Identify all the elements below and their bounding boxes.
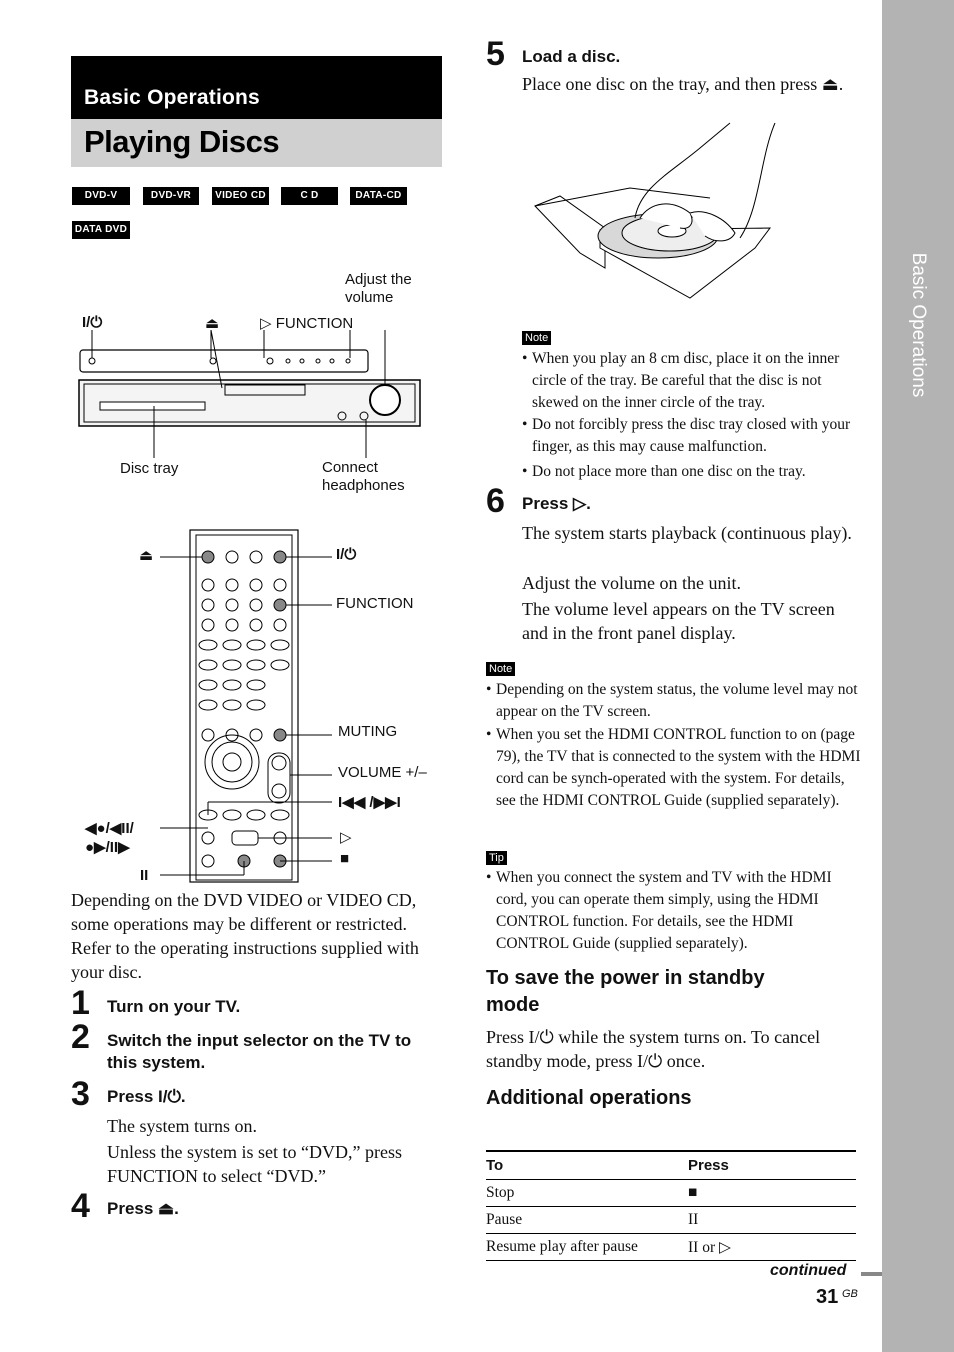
continued-bar: [861, 1272, 882, 1276]
remote-muting-label: MUTING: [338, 723, 398, 740]
remote-power-label: I/⏻: [336, 546, 357, 563]
side-tab: [882, 0, 954, 1352]
step-6-text-1: The system starts playback (continuous play).: [522, 523, 852, 543]
step-6-heading: Press ▷.: [522, 494, 591, 513]
remote-play-label: ▷: [340, 829, 352, 846]
note-1-item-1: When you play an 8 cm disc, place it on the inner circle of the tray. Be careful that the disc is not skewed on the inner circle of the tray.: [532, 350, 840, 411]
step-6-text-3: The volume level appears on the TV screen and in the front panel display.: [522, 599, 835, 643]
page-number: 31: [816, 1286, 839, 1308]
tip-badge: Tip: [486, 851, 507, 865]
remote-stop-label: ■: [340, 850, 350, 867]
page-title-bar: [71, 119, 442, 167]
label-adjust-volume-2: volume: [345, 289, 394, 306]
step-1-number: 1: [71, 984, 90, 1022]
side-tab-label: Basic Operations: [908, 252, 929, 398]
step-4-heading: Press ⏏.: [107, 1199, 179, 1218]
note-1-item-2: Do not forcibly press the disc tray closed with your finger, as this may cause malfunction.: [532, 416, 851, 455]
step-4-number: 4: [71, 1187, 90, 1225]
standby-heading-2: mode: [486, 994, 540, 1016]
remote-replay-label-2: ●▶/II▶: [85, 839, 130, 856]
step-5-heading: Load a disc.: [522, 47, 621, 66]
note-2-badge: Note: [486, 662, 515, 676]
label-disc-tray: Disc tray: [120, 460, 179, 477]
step-6-text-2: Adjust the volume on the unit.: [522, 573, 741, 593]
remote-pause-label: II: [140, 867, 149, 884]
remote-replay-label-1: ◀●/◀II/: [85, 820, 134, 837]
section-title: Basic Operations: [84, 86, 260, 109]
remote-eject-label: ⏏: [139, 547, 154, 564]
operations-table: [486, 1150, 856, 1261]
step-3-text-2: Unless the system is set to “DVD,” press FUNCTION to select “DVD.”: [107, 1142, 402, 1186]
label-connect-2: headphones: [322, 477, 405, 494]
remote-illustration: [160, 525, 440, 885]
intro-paragraph: Depending on the DVD VIDEO or VIDEO CD, some operations may be different or restricted. Refer to the operating instructions supplied with your disc.: [71, 890, 419, 982]
badge-data-cd: DATA-CD: [350, 187, 407, 205]
step-3-number: 3: [71, 1075, 90, 1113]
badge-dvd-vr: DVD-VR: [143, 187, 199, 205]
row-action: Stop: [486, 1180, 688, 1207]
table-header-row: [486, 1151, 856, 1180]
row-press: II: [688, 1207, 856, 1234]
disc-loading-illustration: [530, 118, 780, 308]
note-2-item-1: Depending on the system status, the volume level may not appear on the TV screen.: [496, 681, 858, 720]
step-2-heading: Switch the input selector on the TV to this system.: [107, 1031, 412, 1072]
step-5-text: Place one disc on the tray, and then press ⏏.: [522, 74, 844, 94]
step-5-number: 5: [486, 35, 505, 73]
section-header: [71, 56, 442, 119]
standby-heading-1: To save the power in standby: [486, 967, 765, 989]
step-1-heading: Turn on your TV.: [107, 997, 241, 1016]
step-3-heading: Press I/⏻.: [107, 1087, 186, 1106]
page-title: Playing Discs: [84, 124, 280, 159]
badge-cd: C D: [281, 187, 338, 205]
step-6-number: 6: [486, 482, 505, 520]
row-press: ■: [688, 1180, 856, 1207]
label-unit-power: I/⏻: [82, 314, 103, 331]
remote-function-label: FUNCTION: [336, 595, 414, 612]
note-1-item-3: Do not place more than one disc on the tray.: [532, 463, 806, 480]
row-action: Resume play after pause: [486, 1234, 688, 1261]
badge-dvd-v: DVD-V: [72, 187, 130, 205]
badge-video-cd: VIDEO CD: [212, 187, 269, 205]
label-unit-play-function: ▷ FUNCTION: [260, 315, 354, 332]
col-to-header: To: [486, 1151, 688, 1180]
page-suffix: GB: [842, 1288, 858, 1300]
step-2-number: 2: [71, 1018, 90, 1056]
standby-text: Press I/⏻ while the system turns on. To cancel standby mode, press I/⏻ once.: [486, 1027, 821, 1071]
continued-label: continued: [770, 1262, 847, 1279]
table-row: [486, 1207, 856, 1234]
note-2-item-2: When you set the HDMI CONTROL function to on (page 79), the TV that is connected to the system with the HDMI cord can be synch-operated with the system. For details, see the HDMI CONTROL Guide (supplied separately).: [496, 726, 861, 809]
remote-prev-next-label: I◀◀ /▶▶I: [338, 794, 401, 811]
label-connect-1: Connect: [322, 459, 378, 476]
row-press: II or ▷: [688, 1234, 856, 1261]
table-row: [486, 1234, 856, 1261]
step-3-text-1: The system turns on.: [107, 1116, 257, 1136]
unit-illustration: [70, 330, 430, 470]
tip-item-1: When you connect the system and TV with the HDMI cord, you can operate them simply, using the HDMI CONTROL function. For details, see the HDMI CONTROL Guide (supplied separately).: [496, 869, 832, 952]
row-action: Pause: [486, 1207, 688, 1234]
note-1-badge: Note: [522, 331, 551, 345]
col-press-header: Press: [688, 1151, 856, 1180]
label-unit-eject: ⏏: [205, 315, 220, 332]
remote-volume-label: VOLUME +/–: [338, 764, 427, 781]
additional-heading: Additional operations: [486, 1087, 692, 1109]
label-adjust-volume-1: Adjust the: [345, 271, 412, 288]
badge-data-dvd: DATA DVD: [72, 221, 130, 239]
table-row: [486, 1180, 856, 1207]
